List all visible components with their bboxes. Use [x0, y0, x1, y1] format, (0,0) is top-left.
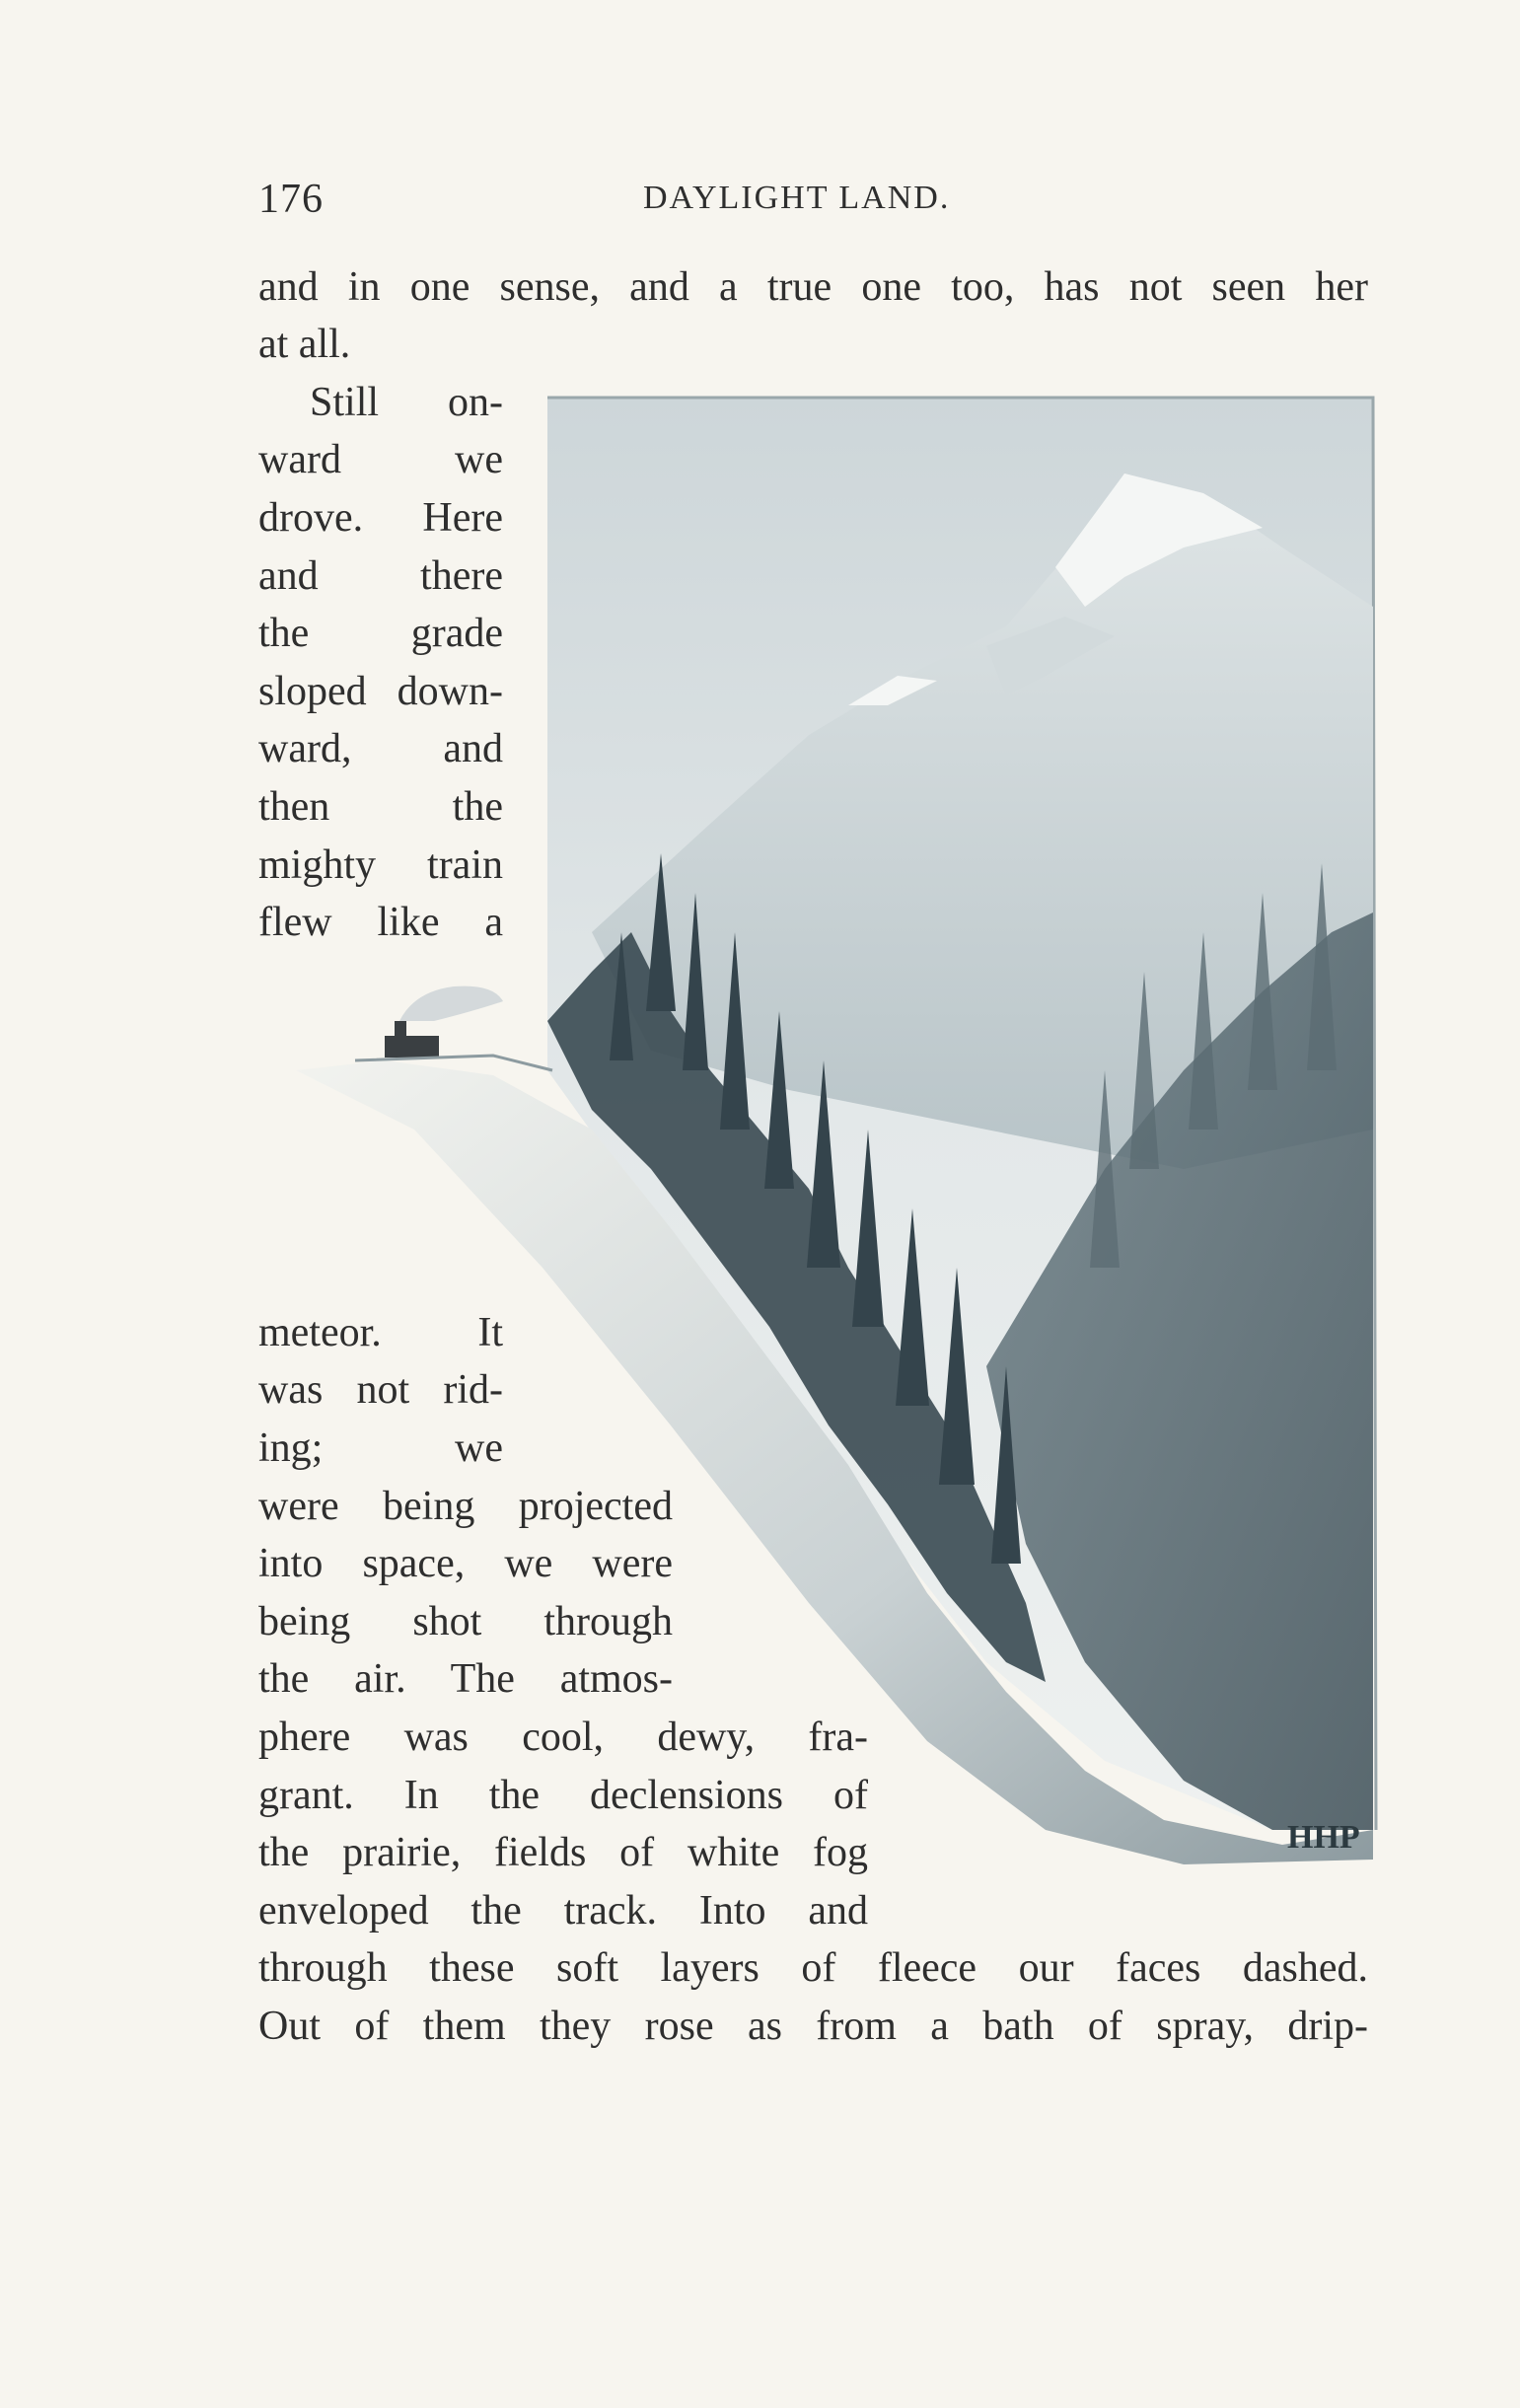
- artist-monogram: HHP: [1287, 1819, 1360, 1856]
- text-line: was not rid-: [258, 1367, 503, 1413]
- text-line: mighty train: [258, 842, 503, 888]
- text-line: enveloped the track. Into and: [258, 1888, 868, 1934]
- text-line: meteor. It: [258, 1310, 503, 1355]
- text-line: being shot through: [258, 1599, 673, 1644]
- text-line: through these soft layers of fleece our faces dashed.: [258, 1945, 1368, 1991]
- text-line: then the: [258, 784, 503, 830]
- running-title: DAYLIGHT LAND.: [643, 180, 951, 216]
- text-line: and there: [258, 553, 503, 599]
- text-line: the air. The atmos-: [258, 1656, 673, 1702]
- text-line: Out of them they rose as from a bath of spray, drip-: [258, 2004, 1368, 2049]
- text-line: phere was cool, dewy, fra-: [258, 1715, 868, 1760]
- text-line: were being projected: [258, 1484, 673, 1529]
- text-line: the grade: [258, 611, 503, 656]
- text-line: the prairie, fields of white fog: [258, 1830, 868, 1875]
- text-line: and in one sense, and a true one too, has not seen her: [258, 264, 1368, 310]
- text-line: flew like a: [258, 900, 503, 945]
- text-line: drove. Here: [258, 495, 503, 541]
- text-line: grant. In the declensions of: [258, 1773, 868, 1818]
- text-line: ward we: [258, 437, 503, 482]
- text-line: sloped down-: [258, 669, 503, 714]
- text-line: Still on-: [310, 380, 503, 425]
- text-line: at all.: [258, 322, 351, 367]
- text-line: ing; we: [258, 1425, 503, 1471]
- page-number: 176: [258, 177, 324, 222]
- text-line: ward, and: [258, 726, 503, 771]
- page-header: [258, 176, 1368, 225]
- text-line: into space, we were: [258, 1541, 673, 1586]
- train-icon: [385, 986, 503, 1058]
